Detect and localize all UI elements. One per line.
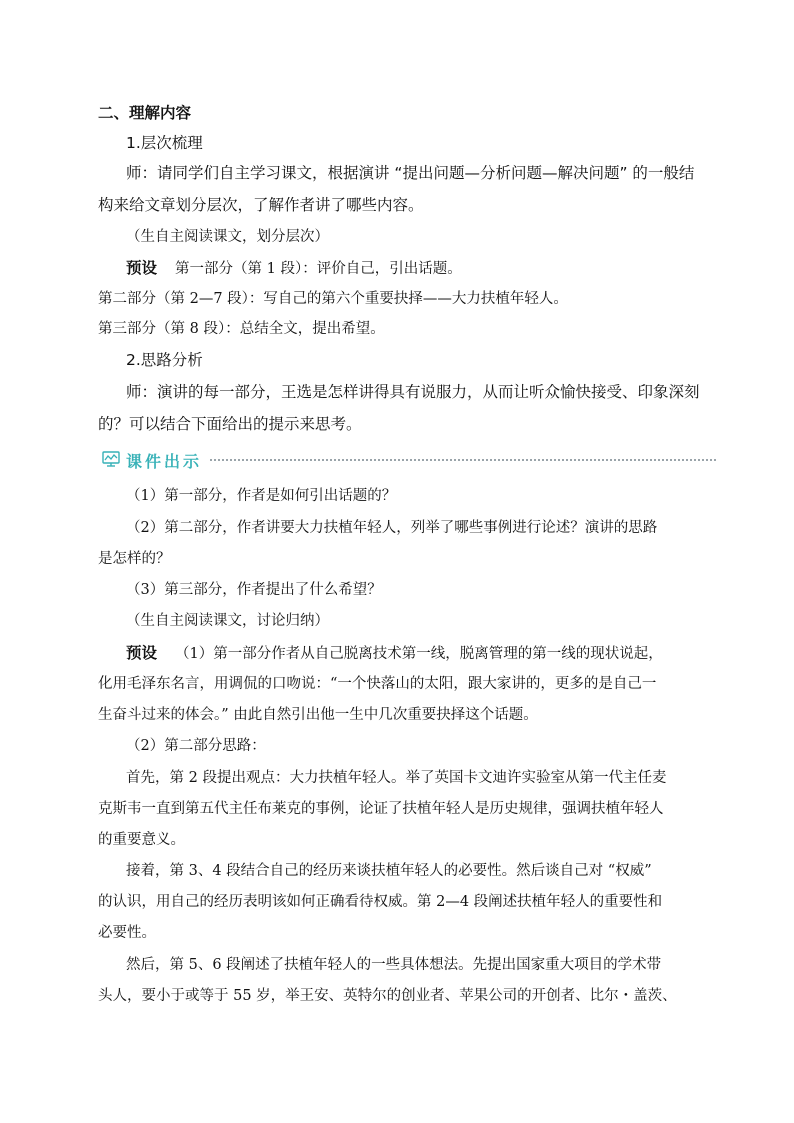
paragraph-then: 然后，第 5、6 段阐述了扶植年轻人的一些具体想法。先提出国家重大项目的学术带 xyxy=(126,957,662,973)
teacher-paragraph-2-cont: 的？可以结合下面给出的提示来思考。 xyxy=(98,415,362,433)
teacher-paragraph-2: 师：演讲的每一部分，王选是怎样讲得具有说服力，从而让听众愉快接受、印象深刻 xyxy=(126,383,700,401)
answer-1-cont-2: 生奋斗过来的体会。” 由此自然引出他一生中几次重要抉择这个话题。 xyxy=(98,707,538,723)
paragraph-first-cont-2: 的重要意义。 xyxy=(98,832,185,848)
preset-part-1: 第一部分（第 1 段）：评价自己，引出话题。 xyxy=(175,261,462,277)
preset-part-3: 第三部分（第 8 段）：总结全文，提出希望。 xyxy=(98,321,385,337)
answer-1-cont-1: 化用毛泽东名言，用调侃的口吻说：“一个快落山的太阳，跟大家讲的，更多的是自己一 xyxy=(98,676,657,692)
courseware-title: 课件出示 xyxy=(126,452,203,471)
subheading-analysis: 2.思路分析 xyxy=(126,351,203,369)
preset-label-2: 预设 xyxy=(126,644,158,662)
preset-label: 预设 xyxy=(126,259,158,277)
paragraph-next-cont-1: 的认识，用自己的经历表明该如何正确看待权威。第 2—4 段阐述扶植年轻人的重要性和 xyxy=(98,894,663,910)
question-3: （3）第三部分，作者提出了什么希望？ xyxy=(126,582,382,598)
question-1: （1）第一部分，作者是如何引出话题的？ xyxy=(126,488,397,504)
paragraph-first: 首先，第 2 段提出观点：大力扶植年轻人。举了英国卡文迪许实验室从第一代主任麦 xyxy=(126,770,667,786)
courseware-banner xyxy=(98,448,716,472)
paragraph-then-cont: 头人，要小于或等于 55 岁，举王安、英特尔的创业者、苹果公司的开创者、比尔・盖茨、 xyxy=(98,988,677,1004)
question-2: （2）第二部分，作者讲要大力扶植年轻人，列举了哪些事例进行论述？演讲的思路 xyxy=(126,520,658,536)
teacher-paragraph-1-cont: 构来给文章划分层次，了解作者讲了哪些内容。 xyxy=(98,196,424,214)
teacher-paragraph-1: 师：请同学们自主学习课文，根据演讲 “提出问题—分析问题—解决问题” 的一般结 xyxy=(126,164,695,182)
answer-1-text: （1）第一部分作者从自己脱离技术第一线，脱离管理的第一线的现状说起， xyxy=(175,646,663,662)
question-2-cont: 是怎样的？ xyxy=(98,551,171,567)
preset-part-2: 第二部分（第 2—7 段）：写自己的第六个重要抉择——大力扶植年轻人。 xyxy=(98,291,568,307)
answer-2-heading: （2）第二部分思路： xyxy=(126,738,266,754)
student-note-1: （生自主阅读课文，划分层次） xyxy=(126,229,329,245)
preset-line-1 xyxy=(126,258,462,279)
paragraph-next-cont-2: 必要性。 xyxy=(98,925,156,941)
paragraph-next: 接着，第 3、4 段结合自己的经历来谈扶植年轻人的必要性。然后谈自己对 “权威” xyxy=(126,863,652,879)
student-note-2: （生自主阅读课文，讨论归纳） xyxy=(126,613,329,629)
subheading-structure: 1.层次梳理 xyxy=(126,134,203,152)
answer-1 xyxy=(126,643,663,664)
section-heading: 二、理解内容 xyxy=(98,104,192,122)
paragraph-first-cont-1: 克斯韦一直到第五代主任布莱克的事例，论证了扶植年轻人是历史规律，强调扶植年轻人 xyxy=(98,801,664,817)
dotted-divider xyxy=(210,459,716,461)
screen-chart-icon xyxy=(102,451,120,467)
